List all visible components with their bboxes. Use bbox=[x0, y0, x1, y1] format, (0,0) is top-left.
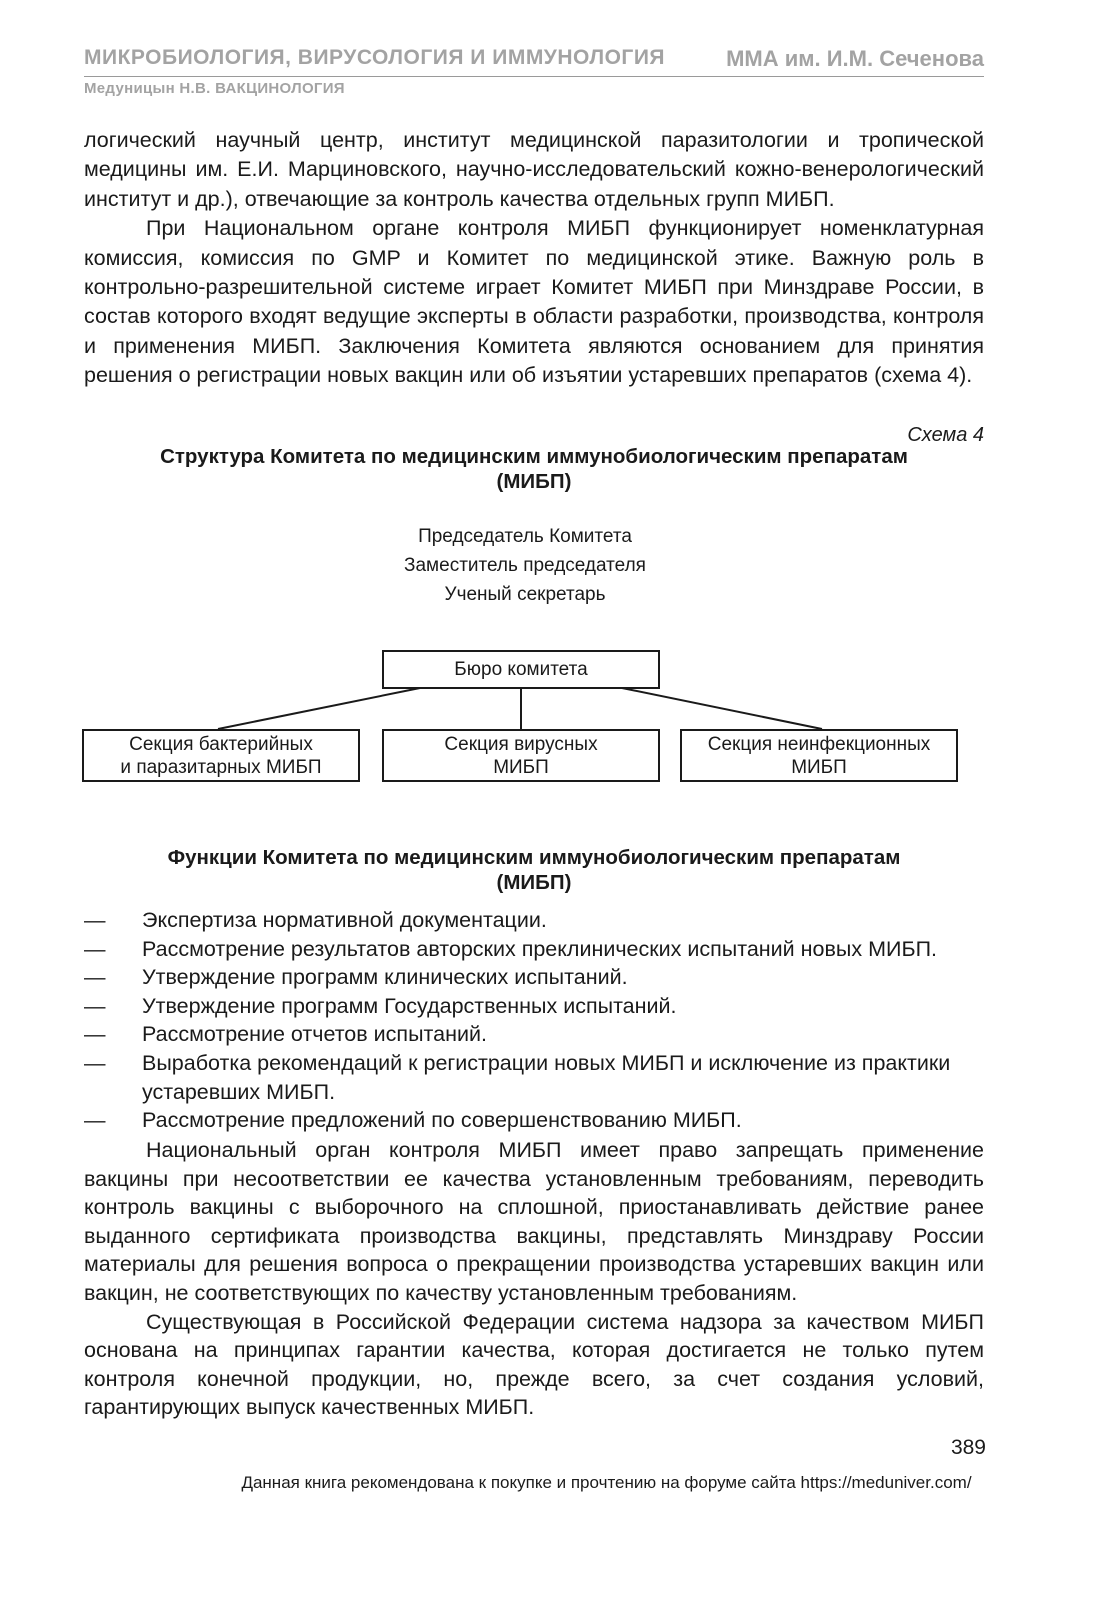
dash-marker: — bbox=[84, 965, 106, 990]
list-item-text: Рассмотрение предложений по совершенствованию МИБП. bbox=[142, 1108, 742, 1133]
bureau-box bbox=[382, 650, 660, 689]
list-item bbox=[84, 906, 984, 935]
schema-label: Схема 4 bbox=[907, 424, 984, 446]
list-item bbox=[84, 935, 984, 964]
section-noninfectious-line2: МИБП bbox=[791, 756, 847, 778]
list-item-text: Утверждение программ клинических испытаний. bbox=[142, 965, 628, 990]
schema-title bbox=[84, 444, 984, 494]
functions-list bbox=[84, 906, 984, 1135]
list-item bbox=[84, 963, 984, 992]
list-item-text: Экспертиза нормативной документации. bbox=[142, 908, 547, 932]
schema-title-line1: Структура Комитета по медицинским иммунобиологическим препаратам bbox=[160, 445, 908, 468]
closing-paragraph-1: Национальный орган контроля МИБП имеет право запрещать применение вакцины при несоответствии ее качества установленным требованиям, переводить контроль вакцины с выборочного на сплошной, приостанавливать действие ранее выданного сертификата производства вакцины, представлять Минздраву России материалы для решения вопроса о прекращении производства устаревших вакцин или вакцин, не соответствующих по качеству установленным требованиям. bbox=[84, 1138, 984, 1305]
intro-text bbox=[84, 126, 984, 391]
bureau-label: Бюро комитета bbox=[454, 659, 588, 680]
section-noninfectious-line1: Секция неинфекционных bbox=[707, 733, 931, 755]
list-item bbox=[84, 1020, 984, 1049]
section-bacterial-line1: Секция бактерийных bbox=[129, 733, 313, 755]
section-box-viral bbox=[382, 729, 660, 782]
connector-left bbox=[218, 688, 420, 729]
running-header bbox=[84, 46, 984, 77]
list-item-text: Утверждение программ Государственных испытаний. bbox=[142, 993, 677, 1018]
list-item bbox=[84, 992, 984, 1021]
leadership-deputy: Заместитель председателя bbox=[404, 555, 646, 576]
section-box-noninfectious bbox=[680, 729, 958, 782]
functions-title-line2: (МИБП) bbox=[496, 871, 572, 894]
footer-note: Данная книга рекомендована к покупке и прочтению на форуме сайта https://meduniver.com/ bbox=[241, 1473, 972, 1492]
functions-title bbox=[84, 845, 984, 895]
list-item bbox=[84, 1106, 984, 1135]
header-subtitle: Медуницын Н.В. ВАКЦИНОЛОГИЯ bbox=[84, 80, 345, 97]
page-number: 389 bbox=[950, 1436, 986, 1459]
list-item-text: Рассмотрение результатов авторских преклинических испытаний новых МИБП. bbox=[142, 936, 937, 961]
section-viral-line2: МИБП bbox=[493, 756, 549, 778]
committee-leadership bbox=[300, 522, 750, 609]
functions-title-line1: Функции Комитета по медицинским иммунобиологическим препаратам bbox=[167, 846, 901, 869]
dash-marker: — bbox=[84, 936, 106, 961]
section-viral-line1: Секция вирусных bbox=[444, 733, 598, 755]
leadership-chairman: Председатель Комитета bbox=[418, 526, 632, 547]
leadership-secretary: Ученый секретарь bbox=[444, 584, 606, 605]
list-item-text: Выработка рекомендаций к регистрации новых МИБП и исключение из практики устаревших МИБП. bbox=[142, 1050, 951, 1104]
section-box-bacterial bbox=[82, 729, 360, 782]
dash-marker: — bbox=[84, 1022, 106, 1047]
dash-marker: — bbox=[84, 1108, 106, 1133]
dash-marker: — bbox=[84, 908, 106, 932]
dash-marker: — bbox=[84, 1050, 106, 1075]
schema-title-line2: (МИБП) bbox=[496, 470, 572, 493]
intro-paragraph-2: При Национальном органе контроля МИБП функционирует номенклатурная комиссия, комиссия по GMP и Комитет по медицинской этике. Важную роль в контрольно-разрешительной системе играет Комитет МИБП при Минздраве России, в состав которого входят ведущие эксперты в области разработки, производства, контроля и применения МИБП. Заключения Комитета являются основанием для принятия решения о регистрации новых вакцин или об изъятии устаревших препаратов (схема 4). bbox=[84, 216, 984, 388]
header-title-left: МИКРОБИОЛОГИЯ, ВИРУСОЛОГИЯ И ИММУНОЛОГИЯ bbox=[84, 46, 666, 69]
connector-right bbox=[622, 688, 822, 729]
header-title-right: ММА им. И.М. Сеченова bbox=[726, 46, 984, 71]
closing-paragraph-2: Существующая в Российской Федерации система надзора за качеством МИБП основана на принципах гарантии качества, которая достигается не только путем контроля конечной продукции, но, прежде всего, за счет создания условий, гарантирующих выпуск качественных МИБП. bbox=[84, 1309, 984, 1420]
closing-text bbox=[84, 1136, 984, 1422]
list-item-text: Рассмотрение отчетов испытаний. bbox=[142, 1022, 487, 1047]
dash-marker: — bbox=[84, 993, 106, 1018]
list-item bbox=[84, 1049, 984, 1106]
intro-paragraph-1: логический научный центр, институт медицинской паразитологии и тропической медицины им. Е.И. Марциновского, научно-исследовательский кожно-венерологический институт и др.), отвечающие за контроль качества отдельных групп МИБП. bbox=[84, 128, 984, 211]
section-bacterial-line2: и паразитарных МИБП bbox=[120, 756, 322, 778]
